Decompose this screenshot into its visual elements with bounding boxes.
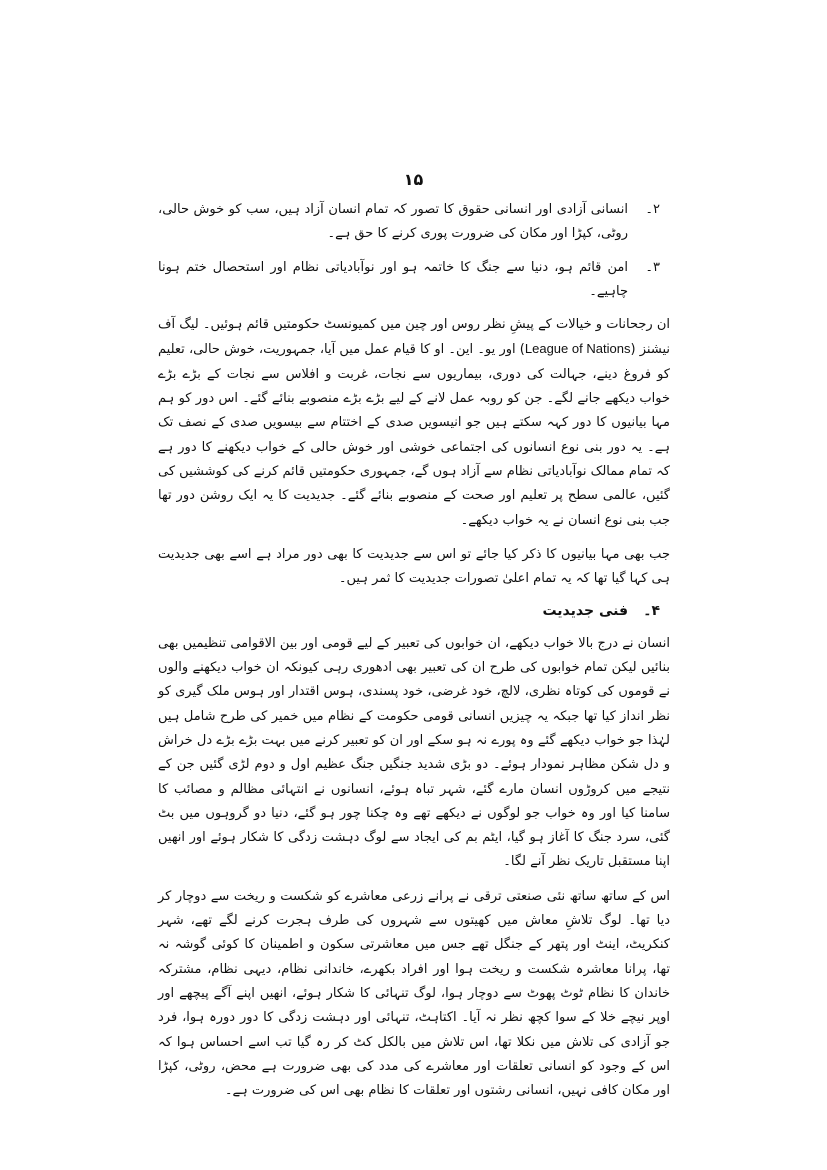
english-term: League of Nations (524, 341, 631, 357)
paragraph: جب بھی مہا بیانیوں کا ذکر کیا جائے تو اس سے جدیدیت کا بھی دور مراد ہے اسے بھی جدیدیت ہی کہا گیا تھا کہ یہ تمام اعلیٰ تصورات جدیدیت کا ثمر ہیں۔ (158, 546, 670, 587)
heading-number: ۴۔ (643, 603, 660, 620)
paragraph: انسان نے درج بالا خواب دیکھے، ان خوابوں کی تعبیر کے لیے قومی اور بین الاقوامی تنظیمیں بھی بنائیں لیکن تمام خوابوں کی طرح ان کی تعبیر بھی ادھوری رہی کیونکہ ان خواب دیکھنے والوں نے قوموں کی کوتاہ نظری، لالچ، خود غرضی، خود پسندی، ہوس اقتدار اور ہوس ملک گیری کو نظر انداز کیا تھا جبکہ یہ چیزیں انسانی قومی حکومت کے نظام میں خمیر کی طرح شامل ہیں لہٰذا جو خواب دیکھے گئے وہ پورے نہ ہو سکے اور ان کو تعبیر کرنے میں بہت بڑے بڑے دل خراش و دل شکن مظاہر نمودار ہوئے۔ دو بڑی شدید جنگیں جنگ عظیم اول و دوم لڑی گئیں جن کے نتیجے میں کروڑوں انسان مارے گئے، شہر تباہ ہوئے، انسانوں نے انتہائی مظالم و مصائب کا سامنا کیا اور وہ خواب جو لوگوں نے دیکھے تھے وہ چکنا چور ہو گئے، دنیا دو گروہوں میں بٹ گئی، سرد جنگ کا آغاز ہو گیا، ایٹم بم کی ایجاد سے لوگ دہشت زدگی کا شکار ہوئے اور انھیں اپنا مستقبل تاریک نظر آنے لگا۔ (158, 635, 670, 870)
paragraph (158, 313, 670, 533)
numbered-item (158, 198, 670, 247)
paragraph: اس کے ساتھ ساتھ نئی صنعتی ترقی نے پرانے زرعی معاشرے کو شکست و ریخت سے دوچار کر دیا تھا۔ لوگ تلاشِ معاش میں کھیتوں سے شہروں کی طرف ہجرت کرنے لگے تھے، شہر کنکریٹ، اینٹ اور پتھر کے جنگل تھے جس میں معاشرتی سکون و اطمینان کا کوئی گوشہ نہ تھا، پرانا معاشرہ شکست و ریخت ہوا اور افراد بکھرے، خاندانی نظام، دیہی نظام، مشترکہ خاندان کا نظام ٹوٹ پھوٹ سے دوچار ہوا، لوگ تنہائی کا شکار ہوئے، انھیں اپنے آگے پیچھے اور اوپر نیچے خلا کے سوا کچھ نظر نہ آیا۔ اکتاہٹ، تنہائی اور دہشت زدگی کا دور دورہ ہوا، فرد جو آزادی کی تلاش میں نکلا تھا، اس تلاش میں بالکل کٹ کر رہ گیا تب اسے احساس ہوا کہ اس کے وجود کو انسانی تعلقات اور معاشرے کی مدد کی بھی ضرورت ہے محض، روٹی، کپڑا اور مکان کافی نہیں، انسانی رشتوں اور تعلقات کا نظام بھی اس کی ضرورت ہے۔ (158, 888, 670, 1099)
heading-title: فنی جدیدیت (542, 603, 628, 620)
item-number: ۲۔ (645, 202, 660, 217)
item-number: ۳۔ (645, 259, 660, 275)
item-text: انسانی آزادی اور انسانی حقوق کا تصور کہ تمام انسان آزاد ہیں، سب کو خوش حالی، روٹی، کپڑا اور مکان کی ضرورت پوری کرنے کا حق ہے۔ (158, 202, 628, 242)
paragraph-text-start: ان رجحانات و خیالات کے پیشِ نظر روس اور چین میں کمیونسٹ حکومتیں قائم ہوئیں۔ لیگ آف نیشنز ( (158, 317, 670, 358)
item-text: امن قائم ہو، دنیا سے جنگ کا خاتمہ ہو اور نوآبادیاتی نظام اور استحصال ختم ہونا چاہیے۔ (158, 259, 628, 299)
page-body (158, 198, 670, 1113)
paragraph-text-rest: ) اور یو۔ این۔ او کا قیام عمل میں آیا، جمہوریت، خوش حالی، تعلیم کو فروغ دینے، جہالت کی دوری، بیماریوں سے نجات، غربت و افلاس سے نجات کے بڑے بڑے خواب دیکھے جانے لگے۔ جن کو روبہ عمل لانے کے لیے بڑے بڑے منصوبے بنائے گئے۔ اس دور کو ہم مہا بیانیوں کا دور کہہ سکتے ہیں جو انیسویں صدی کے اختتام سے بیسویں صدی کے نصف تک ہے۔ یہ دور بنی نوع انسانوں کی اجتماعی خوشی اور خوش حالی کے خواب دیکھنے کا دور ہے کہ تمام ممالک نوآبادیاتی نظام سے آزاد ہوں گے، جمہوری حکومتیں قائم کرنے کی کوششیں کی گئیں، عالمی سطح پر تعلیم اور صحت کے منصوبے بنائے گئے۔ جدیدیت کا یہ ایک روشن دور تھا جب بنی نوع انسان نے یہ خواب دیکھے۔ (158, 342, 670, 528)
numbered-item (158, 256, 670, 305)
section-heading (158, 599, 670, 623)
page-number: ۱۵ (403, 170, 424, 189)
